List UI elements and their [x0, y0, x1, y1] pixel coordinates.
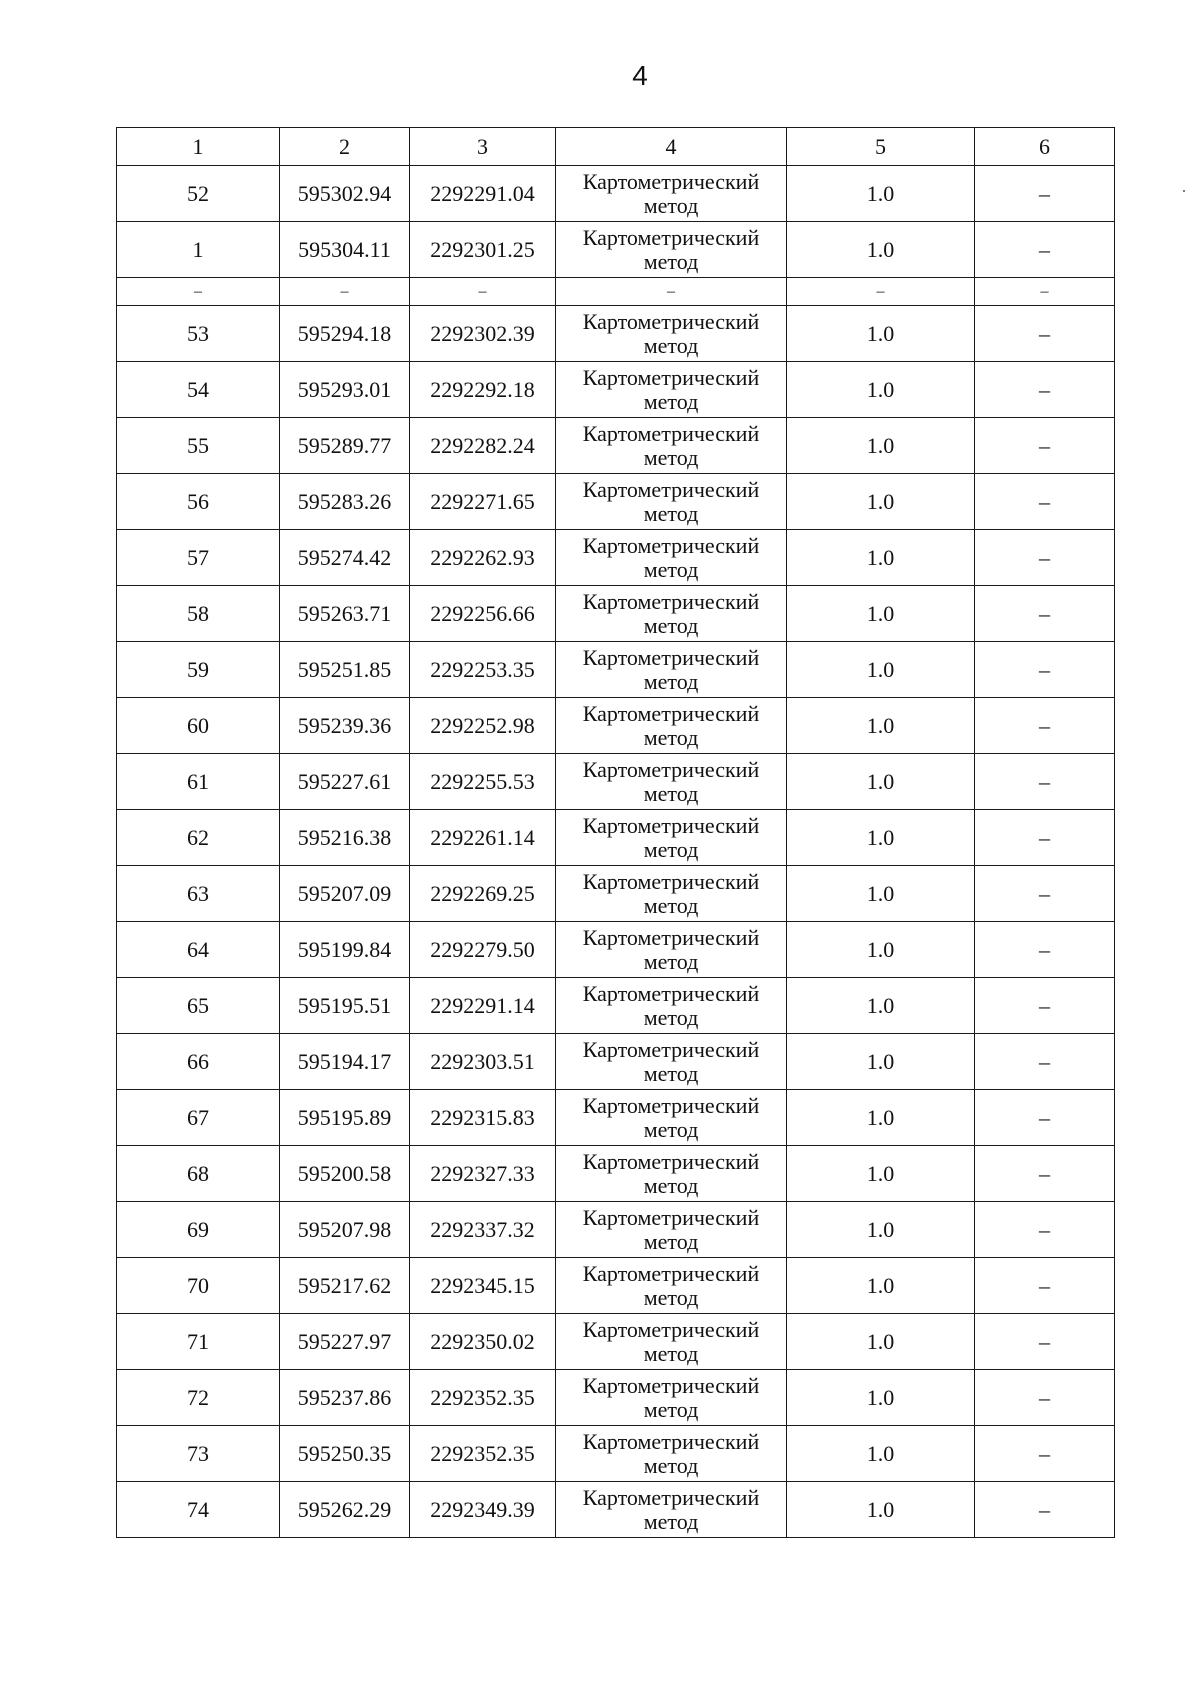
point-number-cell: 68	[117, 1146, 280, 1202]
table-row	[117, 978, 1115, 1034]
table-row	[117, 1370, 1115, 1426]
accuracy-cell: 1.0	[787, 810, 975, 866]
method-cell: Картометрический метод	[556, 698, 787, 754]
method-cell: Картометрический метод	[556, 1034, 787, 1090]
separator-cell: –	[975, 278, 1115, 306]
y-coordinate-cell: 2292301.25	[410, 222, 556, 278]
x-coordinate-cell: 595302.94	[280, 166, 410, 222]
point-number-cell: 61	[117, 754, 280, 810]
point-number-cell: 74	[117, 1482, 280, 1538]
method-cell: Картометрический метод	[556, 306, 787, 362]
table-row	[117, 754, 1115, 810]
description-cell: –	[975, 418, 1115, 474]
description-cell: –	[975, 922, 1115, 978]
table-row	[117, 922, 1115, 978]
accuracy-cell: 1.0	[787, 866, 975, 922]
method-cell: Картометрический метод	[556, 1258, 787, 1314]
y-coordinate-cell: 2292303.51	[410, 1034, 556, 1090]
description-cell: –	[975, 166, 1115, 222]
accuracy-cell: 1.0	[787, 1034, 975, 1090]
x-coordinate-cell: 595200.58	[280, 1146, 410, 1202]
x-coordinate-cell: 595294.18	[280, 306, 410, 362]
y-coordinate-cell: 2292271.65	[410, 474, 556, 530]
y-coordinate-cell: 2292327.33	[410, 1146, 556, 1202]
accuracy-cell: 1.0	[787, 586, 975, 642]
point-number-cell: 54	[117, 362, 280, 418]
description-cell: –	[975, 1202, 1115, 1258]
table-row	[117, 810, 1115, 866]
method-cell: Картометрический метод	[556, 586, 787, 642]
y-coordinate-cell: 2292282.24	[410, 418, 556, 474]
accuracy-cell: 1.0	[787, 1314, 975, 1370]
description-cell: –	[975, 1146, 1115, 1202]
y-coordinate-cell: 2292252.98	[410, 698, 556, 754]
y-coordinate-cell: 2292291.04	[410, 166, 556, 222]
table-row	[117, 222, 1115, 278]
accuracy-cell: 1.0	[787, 222, 975, 278]
x-coordinate-cell: 595283.26	[280, 474, 410, 530]
accuracy-cell: 1.0	[787, 754, 975, 810]
point-number-cell: 60	[117, 698, 280, 754]
y-coordinate-cell: 2292269.25	[410, 866, 556, 922]
column-header: 6	[975, 128, 1115, 166]
description-cell: –	[975, 642, 1115, 698]
point-number-cell: 72	[117, 1370, 280, 1426]
method-cell: Картометрический метод	[556, 530, 787, 586]
accuracy-cell: 1.0	[787, 418, 975, 474]
x-coordinate-cell: 595304.11	[280, 222, 410, 278]
y-coordinate-cell: 2292352.35	[410, 1426, 556, 1482]
y-coordinate-cell: 2292261.14	[410, 810, 556, 866]
method-cell: Картометрический метод	[556, 978, 787, 1034]
method-cell: Картометрический метод	[556, 1426, 787, 1482]
y-coordinate-cell: 2292302.39	[410, 306, 556, 362]
x-coordinate-cell: 595237.86	[280, 1370, 410, 1426]
x-coordinate-cell: 595289.77	[280, 418, 410, 474]
point-number-cell: 1	[117, 222, 280, 278]
table-row	[117, 1258, 1115, 1314]
y-coordinate-cell: 2292315.83	[410, 1090, 556, 1146]
y-coordinate-cell: 2292255.53	[410, 754, 556, 810]
y-coordinate-cell: 2292256.66	[410, 586, 556, 642]
table-row	[117, 1314, 1115, 1370]
column-header: 3	[410, 128, 556, 166]
accuracy-cell: 1.0	[787, 530, 975, 586]
x-coordinate-cell: 595194.17	[280, 1034, 410, 1090]
point-number-cell: 58	[117, 586, 280, 642]
column-header: 5	[787, 128, 975, 166]
description-cell: –	[975, 754, 1115, 810]
point-number-cell: 69	[117, 1202, 280, 1258]
accuracy-cell: 1.0	[787, 362, 975, 418]
accuracy-cell: 1.0	[787, 1482, 975, 1538]
point-number-cell: 65	[117, 978, 280, 1034]
coordinates-table	[116, 127, 1115, 1538]
method-cell: Картометрический метод	[556, 362, 787, 418]
method-cell: Картометрический метод	[556, 1482, 787, 1538]
separator-cell: –	[117, 278, 280, 306]
table-row	[117, 866, 1115, 922]
point-number-cell: 57	[117, 530, 280, 586]
method-cell: Картометрический метод	[556, 1314, 787, 1370]
description-cell: –	[975, 586, 1115, 642]
separator-cell: –	[410, 278, 556, 306]
y-coordinate-cell: 2292253.35	[410, 642, 556, 698]
point-number-cell: 52	[117, 166, 280, 222]
method-cell: Картометрический метод	[556, 642, 787, 698]
x-coordinate-cell: 595207.98	[280, 1202, 410, 1258]
description-cell: –	[975, 1314, 1115, 1370]
x-coordinate-cell: 595217.62	[280, 1258, 410, 1314]
table-row	[117, 1034, 1115, 1090]
x-coordinate-cell: 595251.85	[280, 642, 410, 698]
table-body	[117, 128, 1115, 1538]
point-number-cell: 53	[117, 306, 280, 362]
column-header: 4	[556, 128, 787, 166]
accuracy-cell: 1.0	[787, 978, 975, 1034]
y-coordinate-cell: 2292349.39	[410, 1482, 556, 1538]
y-coordinate-cell: 2292345.15	[410, 1258, 556, 1314]
y-coordinate-cell: 2292279.50	[410, 922, 556, 978]
scan-speck	[1183, 190, 1185, 192]
header-row	[117, 128, 1115, 166]
point-number-cell: 64	[117, 922, 280, 978]
accuracy-cell: 1.0	[787, 1090, 975, 1146]
x-coordinate-cell: 595199.84	[280, 922, 410, 978]
description-cell: –	[975, 306, 1115, 362]
y-coordinate-cell: 2292292.18	[410, 362, 556, 418]
method-cell: Картометрический метод	[556, 1202, 787, 1258]
point-number-cell: 67	[117, 1090, 280, 1146]
description-cell: –	[975, 1482, 1115, 1538]
y-coordinate-cell: 2292350.02	[410, 1314, 556, 1370]
x-coordinate-cell: 595239.36	[280, 698, 410, 754]
description-cell: –	[975, 362, 1115, 418]
table-row	[117, 1482, 1115, 1538]
separator-cell: –	[280, 278, 410, 306]
accuracy-cell: 1.0	[787, 474, 975, 530]
description-cell: –	[975, 474, 1115, 530]
table-row	[117, 362, 1115, 418]
accuracy-cell: 1.0	[787, 1258, 975, 1314]
separator-cell: –	[556, 278, 787, 306]
description-cell: –	[975, 530, 1115, 586]
description-cell: –	[975, 1090, 1115, 1146]
table-row	[117, 306, 1115, 362]
description-cell: –	[975, 222, 1115, 278]
table-row	[117, 1202, 1115, 1258]
point-number-cell: 56	[117, 474, 280, 530]
separator-row	[117, 278, 1115, 306]
point-number-cell: 73	[117, 1426, 280, 1482]
method-cell: Картометрический метод	[556, 1146, 787, 1202]
table-row	[117, 1090, 1115, 1146]
table-row	[117, 698, 1115, 754]
table-row	[117, 166, 1115, 222]
description-cell: –	[975, 1034, 1115, 1090]
method-cell: Картометрический метод	[556, 418, 787, 474]
accuracy-cell: 1.0	[787, 642, 975, 698]
x-coordinate-cell: 595227.61	[280, 754, 410, 810]
description-cell: –	[975, 1258, 1115, 1314]
description-cell: –	[975, 1426, 1115, 1482]
method-cell: Картометрический метод	[556, 922, 787, 978]
x-coordinate-cell: 595274.42	[280, 530, 410, 586]
x-coordinate-cell: 595293.01	[280, 362, 410, 418]
table-row	[117, 474, 1115, 530]
description-cell: –	[975, 810, 1115, 866]
table-row	[117, 530, 1115, 586]
x-coordinate-cell: 595227.97	[280, 1314, 410, 1370]
accuracy-cell: 1.0	[787, 166, 975, 222]
method-cell: Картометрический метод	[556, 1090, 787, 1146]
description-cell: –	[975, 1370, 1115, 1426]
description-cell: –	[975, 698, 1115, 754]
accuracy-cell: 1.0	[787, 1426, 975, 1482]
method-cell: Картометрический метод	[556, 810, 787, 866]
point-number-cell: 55	[117, 418, 280, 474]
method-cell: Картометрический метод	[556, 222, 787, 278]
table-row	[117, 1426, 1115, 1482]
description-cell: –	[975, 866, 1115, 922]
table-row	[117, 642, 1115, 698]
method-cell: Картометрический метод	[556, 166, 787, 222]
page-number: 4	[632, 60, 648, 91]
table-row	[117, 586, 1115, 642]
y-coordinate-cell: 2292291.14	[410, 978, 556, 1034]
method-cell: Картометрический метод	[556, 1370, 787, 1426]
column-header: 1	[117, 128, 280, 166]
accuracy-cell: 1.0	[787, 1202, 975, 1258]
method-cell: Картометрический метод	[556, 866, 787, 922]
method-cell: Картометрический метод	[556, 474, 787, 530]
x-coordinate-cell: 595195.89	[280, 1090, 410, 1146]
x-coordinate-cell: 595216.38	[280, 810, 410, 866]
accuracy-cell: 1.0	[787, 1146, 975, 1202]
description-cell: –	[975, 978, 1115, 1034]
method-cell: Картометрический метод	[556, 754, 787, 810]
x-coordinate-cell: 595250.35	[280, 1426, 410, 1482]
point-number-cell: 62	[117, 810, 280, 866]
point-number-cell: 59	[117, 642, 280, 698]
x-coordinate-cell: 595207.09	[280, 866, 410, 922]
accuracy-cell: 1.0	[787, 698, 975, 754]
accuracy-cell: 1.0	[787, 922, 975, 978]
accuracy-cell: 1.0	[787, 1370, 975, 1426]
x-coordinate-cell: 595195.51	[280, 978, 410, 1034]
x-coordinate-cell: 595262.29	[280, 1482, 410, 1538]
point-number-cell: 70	[117, 1258, 280, 1314]
table-row	[117, 1146, 1115, 1202]
y-coordinate-cell: 2292262.93	[410, 530, 556, 586]
x-coordinate-cell: 595263.71	[280, 586, 410, 642]
y-coordinate-cell: 2292337.32	[410, 1202, 556, 1258]
point-number-cell: 66	[117, 1034, 280, 1090]
y-coordinate-cell: 2292352.35	[410, 1370, 556, 1426]
table-row	[117, 418, 1115, 474]
accuracy-cell: 1.0	[787, 306, 975, 362]
column-header: 2	[280, 128, 410, 166]
point-number-cell: 63	[117, 866, 280, 922]
point-number-cell: 71	[117, 1314, 280, 1370]
separator-cell: –	[787, 278, 975, 306]
